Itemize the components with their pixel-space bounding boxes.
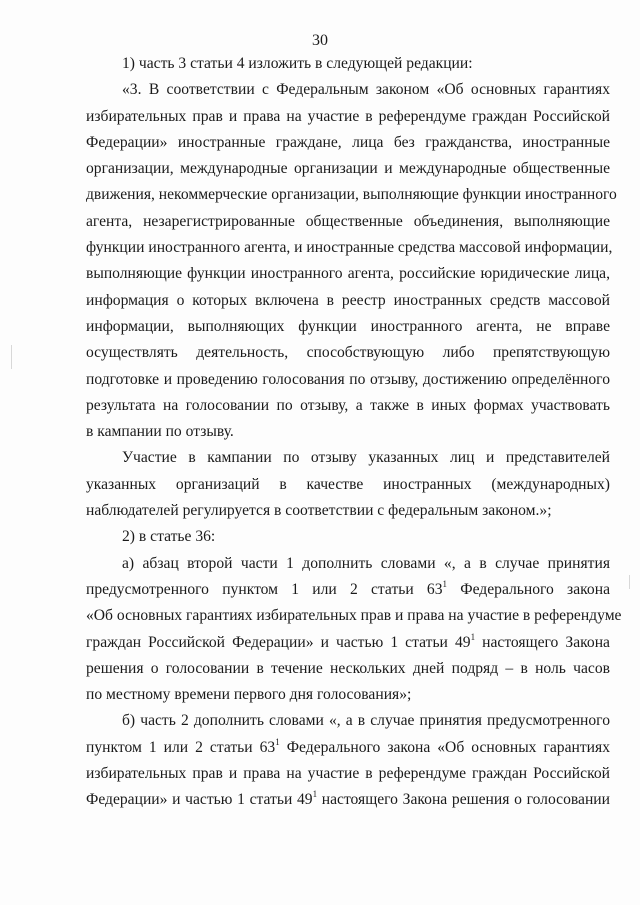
superscript: 1 <box>470 631 476 642</box>
text-line: движения, некоммерческие организации, выполняющие функции иностранного <box>86 186 617 204</box>
text-line: 1) часть 3 статьи 4 изложить в следующей редакции: <box>122 55 473 72</box>
text-line: б) часть 2 дополнить словами «, а в случае принятия предусмотренного <box>122 712 610 730</box>
text-segment: Федерации» и частью 1 статьи 49 <box>86 791 313 809</box>
text-line: результата на голосовании по отзыву, а также в иных формах участвовать <box>86 396 610 414</box>
text-line: по местному времени первого дня голосования»; <box>86 686 412 704</box>
text-segment: Федерального закона <box>447 580 610 598</box>
text-line: выполняющие функции иностранного агента, российские юридические лица, <box>86 265 610 283</box>
text-line <box>86 630 610 656</box>
text-line: Участие в кампании по отзыву указанных лиц и представителей <box>122 449 610 467</box>
text-segment: Федерального закона «Об основных гарантиях <box>279 738 610 756</box>
text-line: указанных организаций в качестве иностранных (международных) <box>86 475 610 493</box>
text-segment: граждан Российской Федерации» и частью 1 статьи 49 <box>86 633 471 651</box>
text-line: 2) в статье 36: <box>122 528 216 546</box>
scan-margin-mark <box>629 575 630 589</box>
text-line: решения о голосовании в течение нескольких дней подряд – в ноль часов <box>86 659 610 677</box>
text-line <box>86 577 610 603</box>
text-line: агента, незарегистрированные общественные объединения, выполняющие <box>86 212 610 230</box>
paragraph-item-2b <box>86 708 610 813</box>
text-line: избирательных прав и права на участие в референдуме граждан Российской <box>86 107 610 125</box>
text-line: организации, международные организации и международные общественные <box>86 160 610 178</box>
text-line: в кампании по отзыву. <box>86 423 234 441</box>
text-line: избирательных прав и права на участие в референдуме граждан Российской <box>86 765 610 783</box>
paragraph-item-2 <box>86 524 610 550</box>
paragraph-quote <box>86 77 617 445</box>
text-line: информации, выполняющих функции иностранного агента, не вправе <box>86 317 610 335</box>
text-segment: настоящего Закона решения о голосовании <box>317 791 610 809</box>
superscript: 1 <box>442 578 448 589</box>
text-line: «Об основных гарантиях избирательных прав и права на участие в референдуме <box>86 607 622 625</box>
superscript: 1 <box>312 789 318 800</box>
text-line: подготовке и проведению голосования по отзыву, достижению определённого <box>86 370 610 388</box>
text-line: функции иностранного агента, и иностранные средства массовой информации, <box>86 239 613 257</box>
text-line: «3. В соответствии с Федеральным законом «Об основных гарантиях <box>122 81 610 99</box>
text-line: информация о которых включена в реестр иностранных средств массовой <box>86 291 610 309</box>
text-segment: пунктом 1 или 2 статьи 63 <box>86 738 276 756</box>
superscript: 1 <box>275 736 280 747</box>
text-segment: настоящего Закона <box>475 633 610 651</box>
paragraph-item-2a <box>86 551 622 709</box>
paragraph-observers <box>86 445 610 524</box>
scan-margin-mark <box>11 345 12 369</box>
text-line: Федерации» иностранные граждане, лица без гражданства, иностранные <box>86 133 610 151</box>
document-body <box>86 51 622 814</box>
text-segment: предусмотренного пунктом 1 или 2 статьи 63 <box>86 580 443 598</box>
text-line <box>86 787 610 813</box>
page-number: 30 <box>312 32 328 49</box>
paragraph-item-1 <box>86 51 610 77</box>
text-line <box>86 735 610 761</box>
text-line: а) абзац второй части 1 дополнить словами «, а в случае принятия <box>122 554 610 572</box>
text-line: наблюдателей регулируется в соответствии с федеральным законом.»; <box>86 502 552 520</box>
text-line: осуществлять деятельность, способствующую либо препятствующую <box>86 344 610 362</box>
